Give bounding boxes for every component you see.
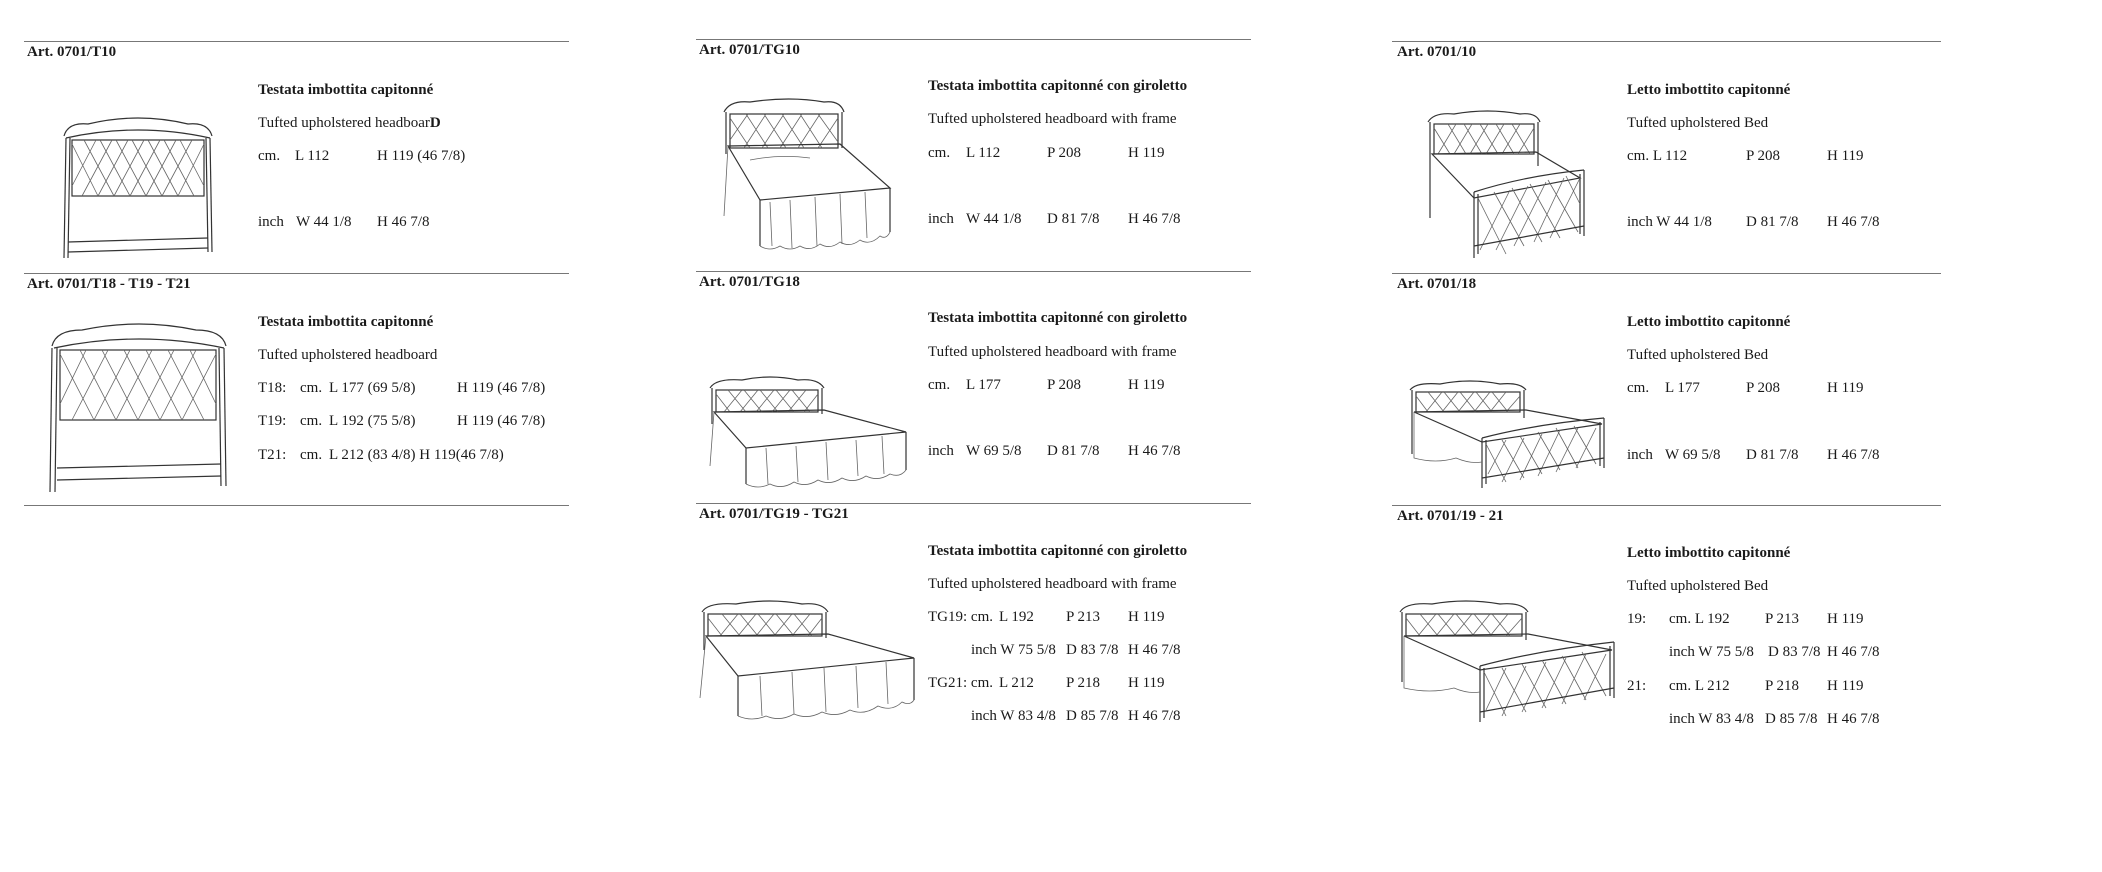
product-name-en: Tufted upholstered Bed bbox=[1627, 578, 1769, 594]
cm-label: cm. bbox=[300, 380, 323, 396]
cm-depth: P 208 bbox=[1047, 377, 1082, 393]
inch-height: H 46 7/8 bbox=[1827, 214, 1880, 230]
inch-width: W 44 1/8 bbox=[296, 214, 352, 230]
cm-length: cm. L 112 bbox=[1627, 148, 1688, 164]
cm-depth: P 218 bbox=[1765, 678, 1800, 694]
inch-label: inch bbox=[928, 443, 954, 459]
product-name-en: Tufted upholstered headboard bbox=[258, 347, 438, 363]
product-name-it: Testata imbottita capitonné con giroletto bbox=[928, 310, 1188, 326]
cm-height: H 119 bbox=[1128, 609, 1165, 625]
single-bed-with-frame-icon bbox=[720, 96, 896, 258]
inch-width: inch W 44 1/8 bbox=[1627, 214, 1712, 230]
divider bbox=[696, 271, 1251, 272]
product-name-en: Tufted upholstered headboard with frame bbox=[928, 111, 1177, 127]
product-name-it: Letto imbottito capitonné bbox=[1627, 82, 1791, 98]
inch-depth: D 81 7/8 bbox=[1047, 443, 1100, 459]
cm-label: cm. bbox=[1627, 380, 1650, 396]
king-bed-with-frame-icon bbox=[696, 598, 920, 722]
cm-depth: P 213 bbox=[1066, 609, 1101, 625]
inch-label: inch bbox=[258, 214, 284, 230]
cm-depth: P 208 bbox=[1047, 145, 1082, 161]
cm-height: H 119 bbox=[1827, 380, 1864, 396]
article-code: Art. 0701/TG10 bbox=[699, 42, 800, 58]
inch-width: W 69 5/8 bbox=[1665, 447, 1721, 463]
divider bbox=[696, 503, 1251, 504]
tufted-headboard-icon bbox=[58, 114, 218, 260]
cm-label: cm. bbox=[928, 377, 951, 393]
king-bed-with-footboard-icon bbox=[1396, 598, 1620, 726]
double-bed-with-footboard-icon bbox=[1406, 378, 1610, 492]
product-name-it: Testata imbottita capitonné bbox=[258, 314, 434, 330]
inch-depth: D 83 7/8 bbox=[1066, 642, 1119, 658]
divider bbox=[696, 39, 1251, 40]
cm-length: L 112 bbox=[966, 145, 1001, 161]
cm-height: H 119 (46 7/8) bbox=[457, 380, 546, 396]
cm-label: cm. bbox=[300, 447, 323, 463]
cm-label: cm. bbox=[258, 148, 281, 164]
product-name-it: Letto imbottito capitonné bbox=[1627, 314, 1791, 330]
cm-height: H 119 (46 7/8) bbox=[457, 413, 546, 429]
inch-depth: D 81 7/8 bbox=[1746, 447, 1799, 463]
cm-label: cm. bbox=[928, 145, 951, 161]
cm-length-height: L 212 (83 4/8) H 119(46 7/8) bbox=[329, 447, 504, 463]
inch-height: H 46 7/8 bbox=[1827, 711, 1880, 727]
size-code-cm: TG19: cm. bbox=[928, 609, 993, 625]
cm-length: cm. L 212 bbox=[1669, 678, 1730, 694]
cm-length: L 112 bbox=[295, 148, 330, 164]
inch-width: inch W 75 5/8 bbox=[1669, 644, 1754, 660]
divider bbox=[1392, 41, 1941, 42]
cm-length: L 192 (75 5/8) bbox=[329, 413, 416, 429]
inch-height: H 46 7/8 bbox=[1128, 211, 1181, 227]
cm-height: H 119 (46 7/8) bbox=[377, 148, 466, 164]
inch-height: H 46 7/8 bbox=[1128, 642, 1181, 658]
inch-depth: D 85 7/8 bbox=[1765, 711, 1818, 727]
product-name-en: Tufted upholstered Bed bbox=[1627, 115, 1769, 131]
product-name-en: Tufted upholstered headboard with frame bbox=[928, 344, 1177, 360]
inch-label: inch bbox=[1627, 447, 1653, 463]
cm-length: L 177 bbox=[1665, 380, 1700, 396]
product-name-en-text: Tufted upholstered headboar bbox=[258, 115, 430, 131]
cm-depth: P 208 bbox=[1746, 148, 1781, 164]
inch-height: H 46 7/8 bbox=[1827, 447, 1880, 463]
size-code: 19: bbox=[1627, 611, 1647, 627]
inch-label: inch bbox=[928, 211, 954, 227]
cm-label: cm. bbox=[300, 413, 323, 429]
divider bbox=[24, 273, 569, 274]
size-code: T19: bbox=[258, 413, 287, 429]
size-code: T18: bbox=[258, 380, 287, 396]
divider bbox=[1392, 505, 1941, 506]
inch-width: inch W 75 5/8 bbox=[971, 642, 1056, 658]
product-name-en-tail: D bbox=[429, 115, 441, 131]
wide-tufted-headboard-icon bbox=[46, 318, 232, 494]
product-name-en: Tufted upholstered headboard with frame bbox=[928, 576, 1177, 592]
article-code: Art. 0701/TG19 - TG21 bbox=[699, 506, 849, 522]
inch-depth: D 81 7/8 bbox=[1746, 214, 1799, 230]
product-name-it: Testata imbottita capitonné con giroletto bbox=[928, 78, 1188, 94]
cm-height: H 119 bbox=[1128, 675, 1165, 691]
inch-depth: D 81 7/8 bbox=[1047, 211, 1100, 227]
cm-depth: P 218 bbox=[1066, 675, 1101, 691]
divider bbox=[24, 505, 569, 506]
divider bbox=[24, 41, 569, 42]
product-name-it: Letto imbottito capitonné bbox=[1627, 545, 1791, 561]
cm-height: H 119 bbox=[1128, 377, 1165, 393]
product-name-en: Tufted upholstered Bed bbox=[1627, 347, 1769, 363]
cm-length: L 177 bbox=[966, 377, 1001, 393]
inch-width: W 69 5/8 bbox=[966, 443, 1022, 459]
inch-width: W 44 1/8 bbox=[966, 211, 1022, 227]
product-name-it: Testata imbottita capitonné con giroletto bbox=[928, 543, 1188, 559]
product-name-en bbox=[258, 115, 441, 132]
cm-length: L 177 (69 5/8) bbox=[329, 380, 416, 396]
inch-height: H 46 7/8 bbox=[1128, 708, 1181, 724]
cm-length: L 212 bbox=[999, 675, 1034, 691]
article-code: Art. 0701/18 bbox=[1397, 276, 1477, 292]
inch-height: H 46 7/8 bbox=[1827, 644, 1880, 660]
inch-height: H 46 7/8 bbox=[377, 214, 430, 230]
product-name-it: Testata imbottita capitonné bbox=[258, 82, 434, 98]
size-code: T21: bbox=[258, 447, 287, 463]
double-bed-with-frame-icon bbox=[706, 374, 910, 490]
single-bed-with-footboard-icon bbox=[1424, 108, 1590, 260]
cm-depth: P 213 bbox=[1765, 611, 1800, 627]
article-code: Art. 0701/19 - 21 bbox=[1397, 508, 1504, 524]
inch-depth: D 83 7/8 bbox=[1768, 644, 1821, 660]
cm-height: H 119 bbox=[1827, 678, 1864, 694]
cm-height: H 119 bbox=[1128, 145, 1165, 161]
inch-width: inch W 83 4/8 bbox=[971, 708, 1056, 724]
cm-depth: P 208 bbox=[1746, 380, 1781, 396]
article-code: Art. 0701/10 bbox=[1397, 44, 1477, 60]
divider bbox=[1392, 273, 1941, 274]
size-code-cm: TG21: cm. bbox=[928, 675, 993, 691]
cm-length: L 192 bbox=[999, 609, 1034, 625]
article-code: Art. 0701/T10 bbox=[27, 44, 117, 60]
size-code: 21: bbox=[1627, 678, 1647, 694]
inch-height: H 46 7/8 bbox=[1128, 443, 1181, 459]
inch-width: inch W 83 4/8 bbox=[1669, 711, 1754, 727]
article-code: Art. 0701/TG18 bbox=[699, 274, 800, 290]
cm-length: cm. L 192 bbox=[1669, 611, 1730, 627]
article-code: Art. 0701/T18 - T19 - T21 bbox=[27, 276, 191, 292]
inch-depth: D 85 7/8 bbox=[1066, 708, 1119, 724]
cm-height: H 119 bbox=[1827, 148, 1864, 164]
cm-height: H 119 bbox=[1827, 611, 1864, 627]
